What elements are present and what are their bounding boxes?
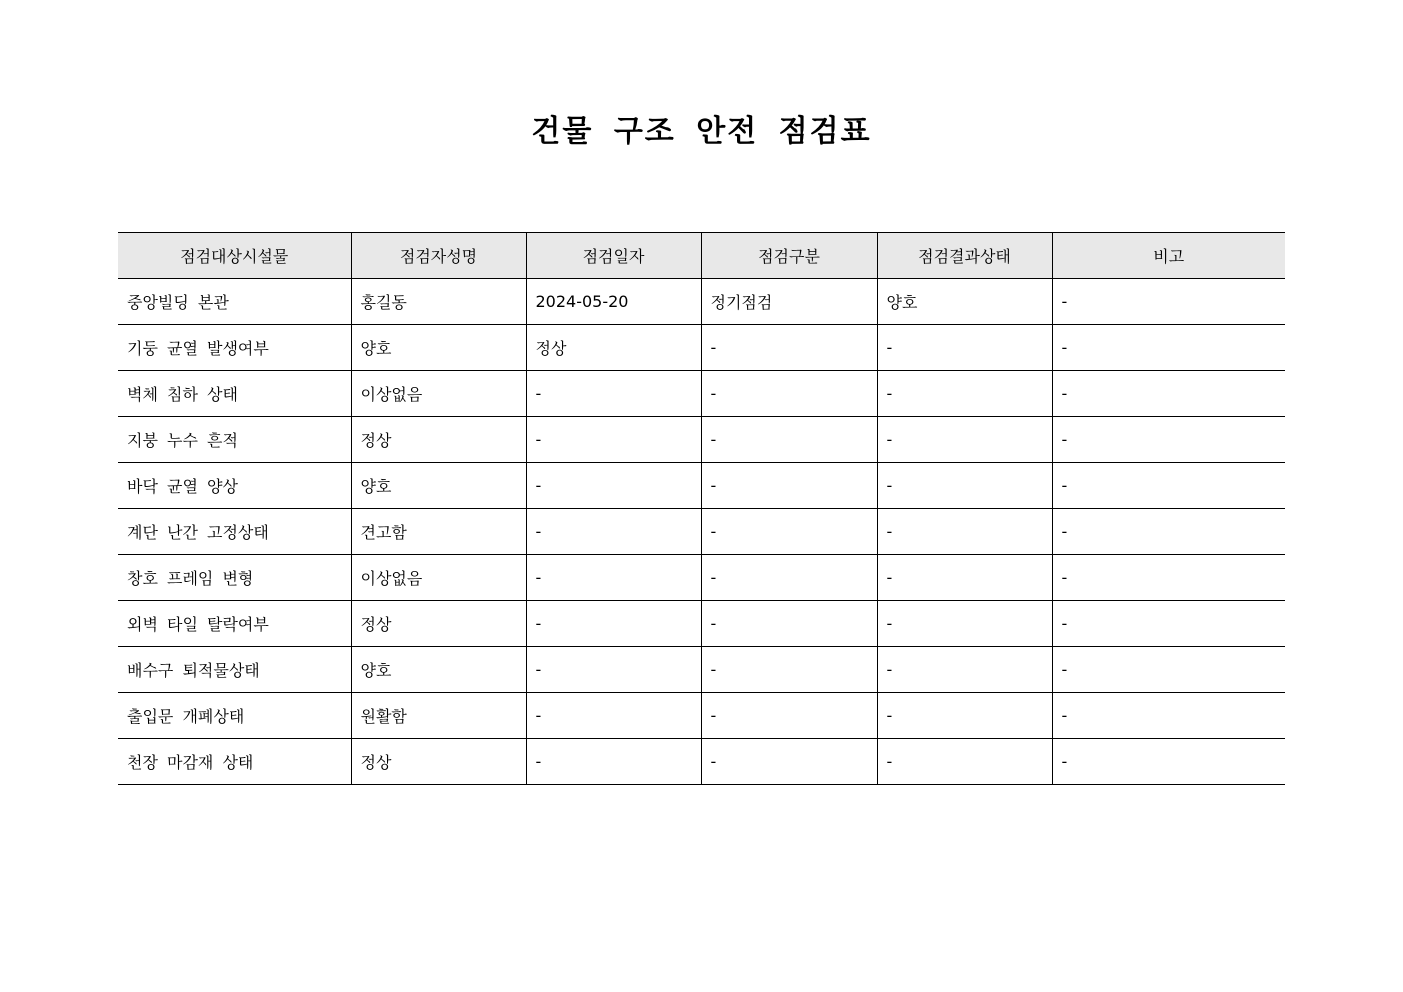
cell-remarks: - <box>1052 325 1285 371</box>
cell-facility: 지붕 누수 흔적 <box>118 417 351 463</box>
table-row <box>118 325 1285 371</box>
table-row <box>118 693 1285 739</box>
header-type: 점검구분 <box>701 233 877 279</box>
cell-type: - <box>701 509 877 555</box>
cell-date: - <box>526 509 701 555</box>
cell-facility: 출입문 개폐상태 <box>118 693 351 739</box>
cell-result: 양호 <box>877 279 1052 325</box>
cell-date: - <box>526 647 701 693</box>
cell-facility: 중앙빌딩 본관 <box>118 279 351 325</box>
cell-facility: 배수구 퇴적물상태 <box>118 647 351 693</box>
cell-result: - <box>877 325 1052 371</box>
cell-facility: 천장 마감재 상태 <box>118 739 351 785</box>
table-body <box>118 279 1285 785</box>
cell-result: - <box>877 647 1052 693</box>
cell-date: - <box>526 371 701 417</box>
cell-inspector: 양호 <box>351 325 526 371</box>
cell-remarks: - <box>1052 647 1285 693</box>
cell-inspector: 이상없음 <box>351 371 526 417</box>
table-header <box>118 233 1285 279</box>
cell-date: - <box>526 693 701 739</box>
cell-result: - <box>877 739 1052 785</box>
cell-facility: 외벽 타일 탈락여부 <box>118 601 351 647</box>
cell-remarks: - <box>1052 739 1285 785</box>
cell-inspector: 견고함 <box>351 509 526 555</box>
cell-remarks: - <box>1052 279 1285 325</box>
cell-result: - <box>877 555 1052 601</box>
table-row <box>118 601 1285 647</box>
cell-inspector: 정상 <box>351 601 526 647</box>
cell-date: 정상 <box>526 325 701 371</box>
table-row <box>118 371 1285 417</box>
cell-facility: 바닥 균열 양상 <box>118 463 351 509</box>
cell-date: - <box>526 555 701 601</box>
cell-date: 2024-05-20 <box>526 279 701 325</box>
cell-type: - <box>701 647 877 693</box>
table-row <box>118 647 1285 693</box>
cell-remarks: - <box>1052 371 1285 417</box>
table-row <box>118 463 1285 509</box>
cell-date: - <box>526 601 701 647</box>
cell-inspector: 정상 <box>351 739 526 785</box>
cell-type: - <box>701 417 877 463</box>
inspection-table <box>118 232 1285 785</box>
table-row <box>118 739 1285 785</box>
cell-inspector: 정상 <box>351 417 526 463</box>
cell-remarks: - <box>1052 693 1285 739</box>
cell-result: - <box>877 601 1052 647</box>
cell-type: - <box>701 371 877 417</box>
cell-result: - <box>877 693 1052 739</box>
cell-type: - <box>701 463 877 509</box>
table-row <box>118 509 1285 555</box>
cell-inspector: 이상없음 <box>351 555 526 601</box>
cell-facility: 계단 난간 고정상태 <box>118 509 351 555</box>
cell-facility: 벽체 침하 상태 <box>118 371 351 417</box>
cell-remarks: - <box>1052 601 1285 647</box>
header-remarks: 비고 <box>1052 233 1285 279</box>
cell-type: - <box>701 555 877 601</box>
table-row <box>118 279 1285 325</box>
cell-type: - <box>701 325 877 371</box>
header-result: 점검결과상태 <box>877 233 1052 279</box>
cell-type: 정기점검 <box>701 279 877 325</box>
header-inspector: 점검자성명 <box>351 233 526 279</box>
cell-date: - <box>526 739 701 785</box>
cell-inspector: 양호 <box>351 463 526 509</box>
cell-inspector: 양호 <box>351 647 526 693</box>
cell-facility: 기둥 균열 발생여부 <box>118 325 351 371</box>
cell-result: - <box>877 417 1052 463</box>
cell-type: - <box>701 693 877 739</box>
cell-remarks: - <box>1052 509 1285 555</box>
cell-remarks: - <box>1052 555 1285 601</box>
cell-date: - <box>526 417 701 463</box>
table-row <box>118 555 1285 601</box>
cell-inspector: 원활함 <box>351 693 526 739</box>
cell-result: - <box>877 371 1052 417</box>
table-row <box>118 417 1285 463</box>
cell-remarks: - <box>1052 463 1285 509</box>
cell-type: - <box>701 601 877 647</box>
cell-date: - <box>526 463 701 509</box>
cell-remarks: - <box>1052 417 1285 463</box>
header-date: 점검일자 <box>526 233 701 279</box>
cell-result: - <box>877 463 1052 509</box>
cell-inspector: 홍길동 <box>351 279 526 325</box>
cell-result: - <box>877 509 1052 555</box>
page-title: 건물 구조 안전 점검표 <box>531 114 872 149</box>
cell-type: - <box>701 739 877 785</box>
header-row <box>118 233 1285 279</box>
header-facility: 점검대상시설물 <box>118 233 351 279</box>
cell-facility: 창호 프레임 변형 <box>118 555 351 601</box>
